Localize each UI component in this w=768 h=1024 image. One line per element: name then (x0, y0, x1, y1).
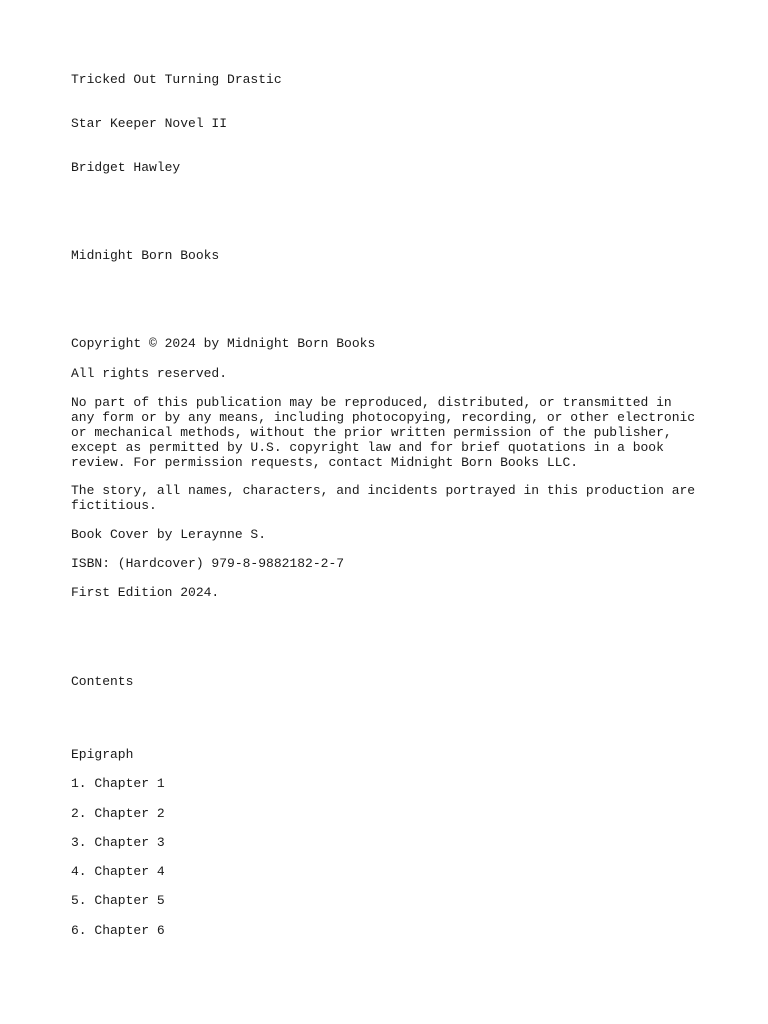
toc-item-chapter-1[interactable]: 1. Chapter 1 (71, 776, 165, 791)
permission-paragraph: No part of this publication may be reproduced, distributed, or transmitted in any form or by any means, including photocopying, recording, or other electronic or mechanical methods, without the prior written permission of the publisher, except as permitted by U.S. copyright law and for brief quotations in a book review. For permission requests, contact Midnight Born Books LLC. (71, 395, 696, 470)
edition-line: First Edition 2024. (71, 585, 220, 600)
book-title: Tricked Out Turning Drastic (71, 72, 282, 87)
toc-item-chapter-3[interactable]: 3. Chapter 3 (71, 835, 165, 850)
toc-item-chapter-2[interactable]: 2. Chapter 2 (71, 806, 165, 821)
toc-item-chapter-4[interactable]: 4. Chapter 4 (71, 864, 165, 879)
cover-credit: Book Cover by Leraynne S. (71, 527, 267, 542)
rights-statement: All rights reserved. (71, 366, 228, 381)
isbn-line: ISBN: (Hardcover) 979-8-9882182-2-7 (71, 556, 345, 571)
toc-item-chapter-6[interactable]: 6. Chapter 6 (71, 923, 165, 938)
toc-item-chapter-5[interactable]: 5. Chapter 5 (71, 893, 165, 908)
fiction-disclaimer: The story, all names, characters, and incidents portrayed in this production are fictitious. (71, 483, 696, 513)
book-subtitle: Star Keeper Novel II (71, 116, 228, 131)
contents-heading: Contents (71, 674, 134, 689)
book-author: Bridget Hawley (71, 160, 181, 175)
copyright-notice: Copyright © 2024 by Midnight Born Books (71, 336, 376, 351)
toc-item-epigraph[interactable]: Epigraph (71, 747, 134, 762)
book-publisher: Midnight Born Books (71, 248, 220, 263)
